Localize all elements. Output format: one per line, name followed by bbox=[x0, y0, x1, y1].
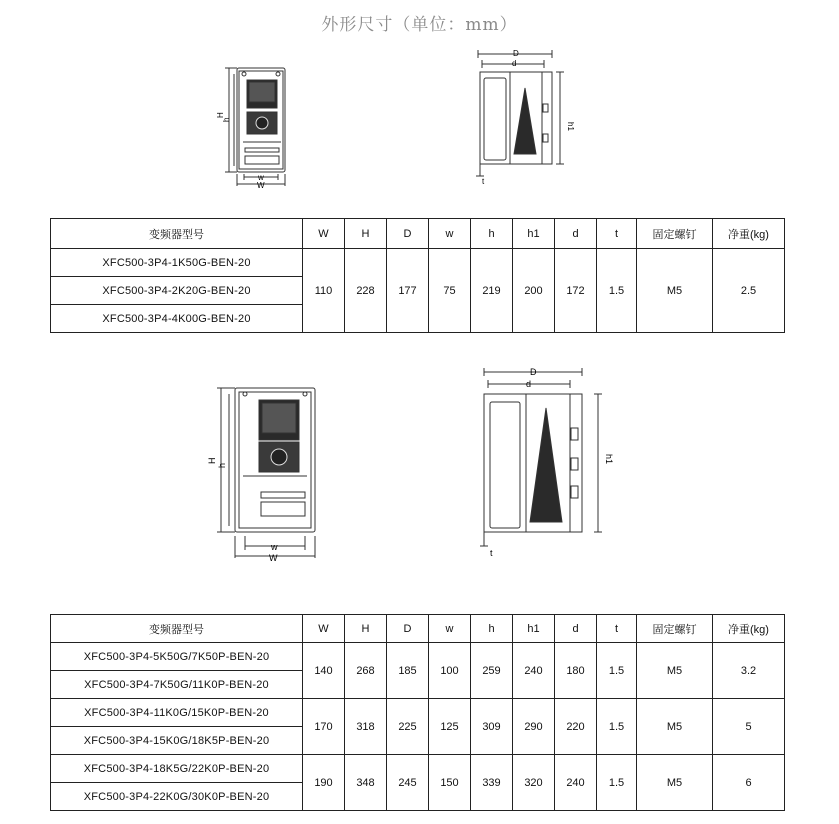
front-view-drawing-1 bbox=[215, 62, 305, 190]
value-d: 240 bbox=[555, 755, 597, 811]
header-w: w bbox=[429, 615, 471, 643]
value-W: 190 bbox=[303, 755, 345, 811]
value-h1: 200 bbox=[513, 249, 555, 333]
model-cell: XFC500-3P4-11K0G/15K0P-BEN-20 bbox=[51, 699, 303, 727]
label-H: H bbox=[207, 457, 217, 464]
model-cell: XFC500-3P4-4K00G-BEN-20 bbox=[51, 305, 303, 333]
value-D: 185 bbox=[387, 643, 429, 699]
label-d: d bbox=[526, 379, 532, 389]
value-screw: M5 bbox=[637, 699, 713, 755]
table-row bbox=[51, 755, 785, 783]
label-D: D bbox=[513, 49, 519, 58]
value-screw: M5 bbox=[637, 643, 713, 699]
value-H: 348 bbox=[345, 755, 387, 811]
value-w: 150 bbox=[429, 755, 471, 811]
value-h1: 290 bbox=[513, 699, 555, 755]
header-h1: h1 bbox=[513, 615, 555, 643]
value-H: 318 bbox=[345, 699, 387, 755]
value-D: 245 bbox=[387, 755, 429, 811]
header-w: w bbox=[429, 219, 471, 249]
value-t: 1.5 bbox=[597, 249, 637, 333]
header-d: d bbox=[555, 219, 597, 249]
value-h: 309 bbox=[471, 699, 513, 755]
value-weight: 2.5 bbox=[713, 249, 785, 333]
model-cell: XFC500-3P4-5K50G/7K50P-BEN-20 bbox=[51, 643, 303, 671]
header-H: H bbox=[345, 615, 387, 643]
front-view-drawing-2 bbox=[205, 380, 325, 564]
header-screw: 固定螺钉 bbox=[637, 219, 713, 249]
value-weight: 3.2 bbox=[713, 643, 785, 699]
header-weight: 净重(kg) bbox=[713, 219, 785, 249]
label-H: H bbox=[216, 112, 225, 118]
header-D: D bbox=[387, 615, 429, 643]
value-h1: 320 bbox=[513, 755, 555, 811]
spec-table-2 bbox=[50, 614, 785, 811]
label-W: W bbox=[269, 553, 278, 563]
table-header-row bbox=[51, 219, 785, 249]
model-cell: XFC500-3P4-7K50G/11K0P-BEN-20 bbox=[51, 671, 303, 699]
label-d: d bbox=[512, 59, 517, 68]
value-d: 220 bbox=[555, 699, 597, 755]
label-W: W bbox=[257, 181, 265, 190]
label-D: D bbox=[530, 367, 537, 377]
value-H: 228 bbox=[345, 249, 387, 333]
model-cell: XFC500-3P4-2K20G-BEN-20 bbox=[51, 277, 303, 305]
header-model: 变频器型号 bbox=[51, 615, 303, 643]
value-weight: 5 bbox=[713, 699, 785, 755]
header-t: t bbox=[597, 219, 637, 249]
page-title: 外形尺寸（单位：mm） bbox=[321, 15, 518, 35]
value-h1: 240 bbox=[513, 643, 555, 699]
label-h: h bbox=[222, 117, 231, 122]
value-W: 170 bbox=[303, 699, 345, 755]
value-screw: M5 bbox=[637, 755, 713, 811]
label-h1: h1 bbox=[566, 122, 575, 131]
label-t: t bbox=[490, 548, 493, 558]
table-row bbox=[51, 699, 785, 727]
model-cell: XFC500-3P4-18K5G/22K0P-BEN-20 bbox=[51, 755, 303, 783]
value-d: 172 bbox=[555, 249, 597, 333]
value-weight: 6 bbox=[713, 755, 785, 811]
label-h1: h1 bbox=[604, 454, 614, 465]
label-w: w bbox=[258, 173, 264, 182]
value-d: 180 bbox=[555, 643, 597, 699]
value-w: 75 bbox=[429, 249, 471, 333]
table-row bbox=[51, 249, 785, 277]
value-t: 1.5 bbox=[597, 755, 637, 811]
value-w: 100 bbox=[429, 643, 471, 699]
header-W: W bbox=[303, 219, 345, 249]
value-h: 339 bbox=[471, 755, 513, 811]
value-h: 219 bbox=[471, 249, 513, 333]
header-weight: 净重(kg) bbox=[713, 615, 785, 643]
header-W: W bbox=[303, 615, 345, 643]
header-model: 变频器型号 bbox=[51, 219, 303, 249]
value-t: 1.5 bbox=[597, 643, 637, 699]
table-header-row bbox=[51, 615, 785, 643]
header-H: H bbox=[345, 219, 387, 249]
table-row bbox=[51, 643, 785, 671]
model-cell: XFC500-3P4-15K0G/18K5P-BEN-20 bbox=[51, 727, 303, 755]
header-t: t bbox=[597, 615, 637, 643]
label-t: t bbox=[482, 177, 485, 186]
header-h: h bbox=[471, 219, 513, 249]
header-d: d bbox=[555, 615, 597, 643]
label-h: h bbox=[217, 462, 227, 468]
value-t: 1.5 bbox=[597, 699, 637, 755]
header-h: h bbox=[471, 615, 513, 643]
value-W: 140 bbox=[303, 643, 345, 699]
value-H: 268 bbox=[345, 643, 387, 699]
value-screw: M5 bbox=[637, 249, 713, 333]
header-h1: h1 bbox=[513, 219, 555, 249]
value-W: 110 bbox=[303, 249, 345, 333]
header-D: D bbox=[387, 219, 429, 249]
model-cell: XFC500-3P4-1K50G-BEN-20 bbox=[51, 249, 303, 277]
model-cell: XFC500-3P4-22K0G/30K0P-BEN-20 bbox=[51, 783, 303, 811]
value-D: 225 bbox=[387, 699, 429, 755]
value-D: 177 bbox=[387, 249, 429, 333]
side-view-drawing-2 bbox=[470, 362, 620, 562]
spec-table-1 bbox=[50, 218, 785, 333]
value-h: 259 bbox=[471, 643, 513, 699]
label-w: w bbox=[271, 542, 278, 552]
value-w: 125 bbox=[429, 699, 471, 755]
header-screw: 固定螺钉 bbox=[637, 615, 713, 643]
side-view-drawing-1 bbox=[470, 44, 580, 186]
